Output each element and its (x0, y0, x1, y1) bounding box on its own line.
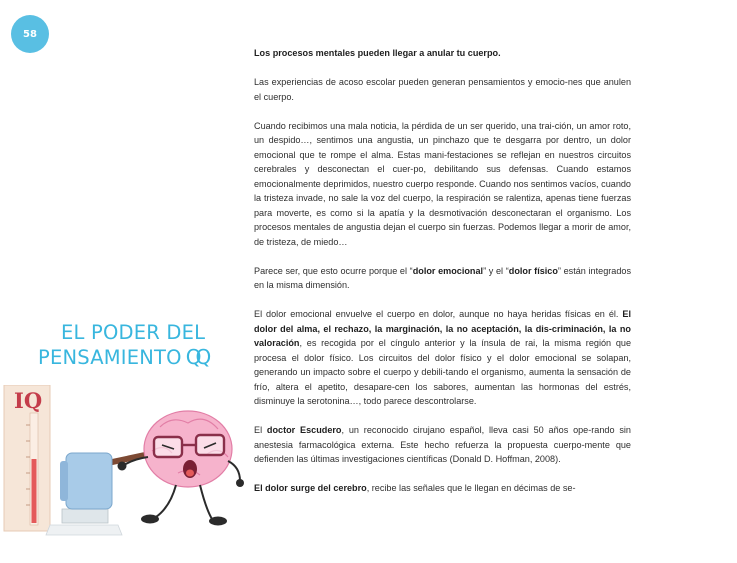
striker-base (62, 509, 108, 523)
p4-text-c: ” y el “ (483, 265, 509, 276)
title-qq-symbol: QQ (185, 345, 206, 369)
p4-text-a: Parece ser, que esto ocurre porque el “ (254, 265, 413, 276)
paragraph-6 (254, 423, 631, 467)
title-line-2 (38, 345, 238, 370)
p5-bold: El dolor del alma, el rechazo, la marginación, la no aceptación, la dis-criminación, la no valoración (254, 309, 631, 348)
p5-text-c: , es recogida por el cíngulo anterior y la ínsula de rai, la misma región que procesa el dolor físico. Los circuitos del dolor físico y el dolor emocional se solapan, generando un impacto sobre el cuerpo y debili-tando el organismo, aumenta la sensación de frío, altera el apetito, desapare-cen los sabores, aumentan las hormonas del estrés, disminuye la serotonina…, todo parece descontrolarse. (254, 338, 631, 406)
title-line-1: EL PODER DEL (61, 321, 206, 344)
p5-text-a: El dolor emocional envuelve el cuerpo en dolor, aunque no haya heridas físicas en él. (254, 309, 623, 319)
p6-text-a: El (254, 425, 267, 435)
title-line-2-text: PENSAMIENTO (38, 346, 182, 369)
p7-bold: El dolor surge del cerebro (254, 483, 367, 493)
paragraph-3: Cuando recibimos una mala noticia, la pérdida de un ser querido, una trai-ción, un amor roto, un despido…, sentimos una angustia, un pinchazo que te desgarra por dentro, un dolor emocional que te rompe el alma. Estas mani-festaciones se reflejan en nuestros circuitos cerebrales y desconectan el cuer-po, debilitando sus defensas. Cuando estamos emocionalmente deprimidos, nuestro cuerpo responde. Cuando nos sentimos vacíos, cuando la tristeza invade, no sale la voz del cuerpo, la respiración se ralentiza, apenas tiene fuerzas para moverte, es como si la apatía y la desmotivación desconectaran el organismo. Los procesos mentales de angustia dejan el cuerpo sin fuerzas. Podemos llegar a morir de amor, de tristeza, de miedo… (254, 120, 631, 247)
paragraph-5 (254, 307, 631, 409)
page-number-badge (11, 15, 49, 53)
p4-bold-physical: dolor físico (508, 265, 558, 276)
p6-bold: doctor Escudero (266, 425, 342, 435)
body-text (254, 46, 631, 510)
brain-hammer-illustration (0, 385, 250, 545)
brain-character (118, 411, 245, 526)
section-title (38, 321, 238, 370)
p4-text-e: ” están integrados en la misma dimensión. (254, 265, 631, 290)
paragraph-1 (254, 46, 631, 61)
iq-meter-label: IQ (14, 388, 43, 413)
p4-bold-emotional: dolor emocional (412, 265, 484, 276)
page-number: 58 (23, 28, 37, 40)
paragraph-2: Las experiencias de acoso escolar pueden generan pensamientos y emocio-nes que anulen el cuerpo. (254, 77, 631, 102)
p6-text-c: , un reconocido cirujano español, lleva casi 50 años ope-rando sin anestesia farmacológica externa. Este hecho refuerza la propuesta cuerpo-mente que defienden las últimas investigaciones científicas (Donald D. Hoffman, 2008). (254, 425, 631, 464)
paragraph-7 (254, 481, 631, 496)
paragraph-1-heading: Los procesos mentales pueden llegar a anular tu cuerpo. (254, 48, 501, 58)
paragraph-4 (254, 264, 631, 293)
iq-meter (4, 385, 50, 531)
p7-text-b: , recibe las señales que le llegan en décimas de se- (366, 483, 576, 493)
